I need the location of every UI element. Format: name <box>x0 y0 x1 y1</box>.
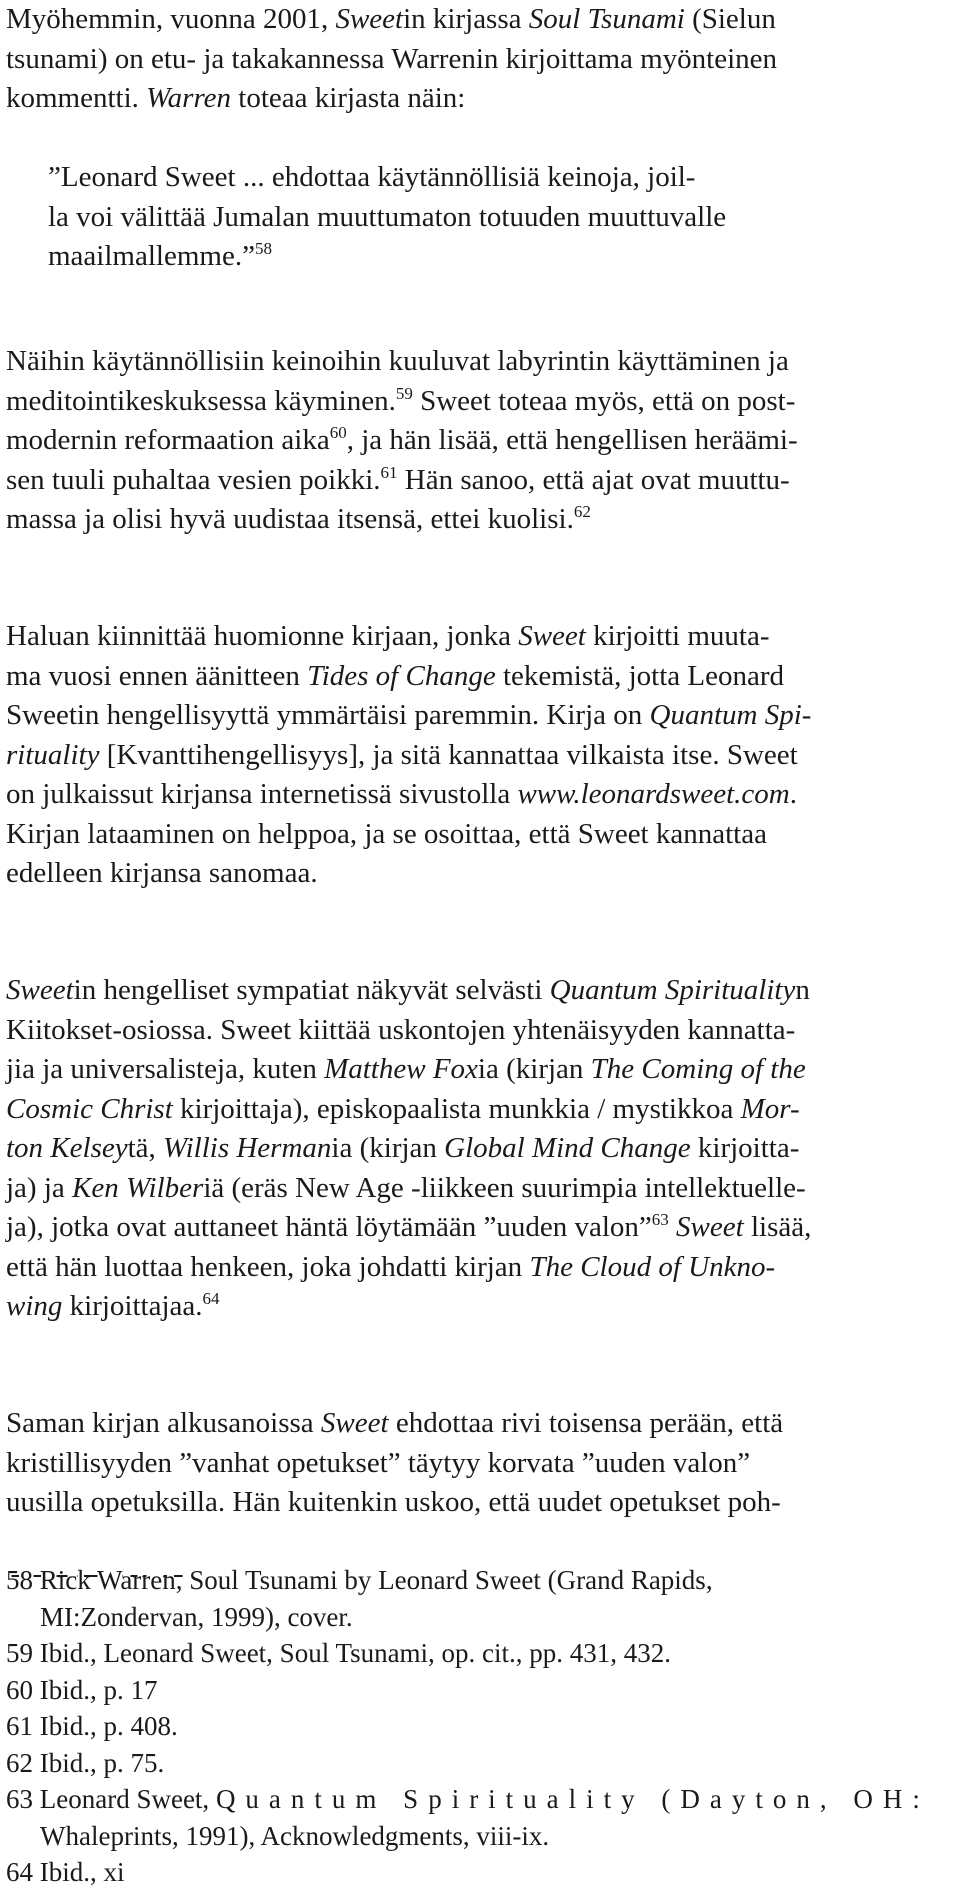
footnote-text: Whaleprints, 1991), Acknowledgments, viii-ix. <box>40 1820 550 1851</box>
text-line <box>6 0 777 40</box>
footnote-text: Quantum Spirituality (Dayton, OH: <box>215 1784 930 1814</box>
italic-run: ton Kelsey <box>6 1132 128 1164</box>
paragraph-2 <box>6 342 798 540</box>
text-run: on julkaissut kirjansa internetissä sivustolla <box>6 778 518 810</box>
text-line: Kirjan lataaminen on helppoa, ja se osoittaa, että Sweet kannattaa <box>6 817 767 850</box>
footnote-ref-63: 63 <box>651 1210 669 1229</box>
text-run: iä (eräs New Age -liikkeen suurimpia intellektuelle- <box>203 1171 806 1204</box>
text-line <box>6 461 798 501</box>
text-line <box>6 1287 811 1327</box>
text-run: että hän luottaa henkeen, joka johdatti kirjan <box>6 1250 530 1283</box>
text-run: ja) ja <box>6 1171 73 1204</box>
text-line <box>6 1090 811 1130</box>
text-run: (Sielun <box>684 3 776 35</box>
footnote-ref-60: 60 <box>329 423 347 442</box>
text-run: kirjoitta- <box>690 1132 800 1164</box>
text-run: in kirjassa <box>403 3 529 35</box>
text-run: Sweet toteaa myös, että on post- <box>412 384 796 417</box>
text-run: kirjoittajaa. <box>62 1290 203 1322</box>
text-line <box>6 971 811 1011</box>
text-run: tekemistä, jotta Leonard <box>495 659 784 692</box>
book-title: Quantum Spirituality <box>549 974 796 1006</box>
footnote-58 <box>6 1562 956 1635</box>
text-line <box>6 696 811 736</box>
text-run: Haluan kiinnittää huomionne kirjaan, jonka <box>6 620 519 652</box>
text-run: ja), jotka ovat auttaneet häntä löytämään ”uuden valon” <box>6 1211 652 1243</box>
italic-run: Sweet <box>335 3 404 35</box>
book-title: Cosmic Christ <box>6 1092 173 1125</box>
text-line <box>6 775 811 815</box>
book-title: rituality <box>6 738 100 771</box>
footnote-64: 64 Ibid., xi <box>6 1857 125 1887</box>
text-run: ehdottaa rivi toisensa perään, että <box>388 1407 784 1439</box>
text-run: jia ja universalisteja, kuten <box>6 1053 325 1085</box>
text-line <box>6 1129 811 1169</box>
text-run: in hengelliset sympatiat näkyvät selvästi <box>73 974 550 1006</box>
text-line <box>48 237 726 277</box>
book-title: Global Mind Change <box>444 1132 691 1164</box>
text-run: Saman kirjan alkusanoissa <box>6 1407 321 1439</box>
album-title: Tides of Change <box>307 659 496 692</box>
text-run: massa ja olisi hyvä uudistaa itsensä, ettei kuolisi. <box>6 503 574 535</box>
footnote-ref-64: 64 <box>202 1289 220 1308</box>
italic-run: Mor- <box>740 1092 800 1125</box>
footnote-63 <box>6 1781 956 1854</box>
footnote-60: 60 Ibid., p. 17 <box>6 1674 158 1705</box>
book-title: The Cloud of Unkno- <box>529 1250 776 1283</box>
footnote-text: Soul Tsunami by Leonard Sweet (Grand Rapids, <box>182 1565 713 1595</box>
text-run: tä, <box>127 1132 164 1164</box>
footnotes <box>6 1562 956 1891</box>
text-run: ma vuosi ennen äänitteen <box>6 659 308 692</box>
book-title: Quantum Spi- <box>649 699 812 731</box>
paragraph-4 <box>6 971 811 1327</box>
text-run: modernin reformaation aika <box>6 424 330 456</box>
text-line <box>6 79 777 119</box>
footnote-text: 63 Leonard Sweet, <box>6 1784 216 1814</box>
text-line <box>6 736 811 776</box>
book-title: The Coming of the <box>590 1053 806 1085</box>
text-run: Hän sanoo, että ajat ovat muuttu- <box>397 463 790 496</box>
book-title: wing <box>6 1290 63 1322</box>
footnote-ref-62: 62 <box>573 502 591 521</box>
paragraph-1 <box>6 0 777 119</box>
text-line <box>6 657 811 697</box>
italic-run: Matthew Fox <box>324 1053 478 1085</box>
paragraph-3 <box>6 617 811 894</box>
text-run: Sweetin hengellisyyttä ymmärtäisi paremmin. Kirja on <box>6 699 650 731</box>
paragraph-5 <box>6 1404 783 1523</box>
text-run: kommentti. <box>6 82 147 114</box>
book-title: Soul Tsunami <box>528 3 685 35</box>
footnote-61: 61 Ibid., p. 408. <box>6 1711 178 1741</box>
text-line: ”Leonard Sweet ... ehdottaa käytännöllisiä keinoja, joil- <box>48 161 696 193</box>
text-line: Kiitokset-osiossa. Sweet kiittää uskontojen yhtenäisyyden kannatta- <box>6 1013 796 1046</box>
text-line <box>6 1208 811 1248</box>
text-run: n <box>795 974 810 1006</box>
footnote-62: 62 Ibid., p. 75. <box>6 1747 165 1778</box>
italic-run: Sweet <box>6 974 74 1006</box>
text-line <box>6 500 798 540</box>
text-run: toteaa kirjasta näin: <box>231 82 466 114</box>
text-run: kirjoittaja), episkopaalista munkkia / mystikkoa <box>172 1092 741 1125</box>
footnote-ref-58: 58 <box>254 239 272 258</box>
italic-run: Warren <box>146 82 232 114</box>
text-line: la voi välittää Jumalan muuttumaton totuuden muuttuvalle <box>48 200 727 233</box>
website-link[interactable]: www.leonardsweet.com <box>517 778 790 810</box>
italic-run: Sweet <box>518 620 586 652</box>
text-line <box>6 421 798 461</box>
text-run: , ja hän lisää, että hengellisen heräämi- <box>346 424 798 456</box>
footnote-text: 58 Rick Warren, <box>6 1565 183 1595</box>
text-line <box>6 1404 783 1444</box>
footnote-ref-61: 61 <box>380 462 398 482</box>
italic-run: Sweet <box>320 1407 389 1439</box>
footnote-59: 59 Ibid., Leonard Sweet, Soul Tsunami, op. cit., pp. 431, 432. <box>6 1638 672 1668</box>
text-run: sen tuuli puhaltaa vesien poikki. <box>6 463 381 496</box>
text-run: meditointikeskuksessa käyminen. <box>6 384 396 417</box>
text-run <box>669 1211 676 1243</box>
text-run: ia (kirjan <box>331 1132 445 1164</box>
text-line <box>6 1169 811 1209</box>
text-run: [Kvanttihengellisyys], ja sitä kannattaa vilkaista itse. Sweet <box>99 738 798 771</box>
text-line: edelleen kirjansa sanomaa. <box>6 857 318 889</box>
text-run: lisää, <box>743 1211 812 1243</box>
text-run: ia (kirjan <box>477 1053 591 1085</box>
italic-run: Willis Herman <box>163 1132 332 1164</box>
text-run: maailmallemme.” <box>48 240 255 272</box>
footnote-text: MI:Zondervan, 1999), cover. <box>40 1601 353 1632</box>
text-run: Myöhemmin, vuonna 2001, <box>6 3 336 35</box>
block-quote <box>48 158 726 277</box>
footnote-ref-59: 59 <box>395 383 413 403</box>
text-line <box>6 1248 811 1288</box>
text-line <box>6 617 811 657</box>
text-line <box>6 1050 811 1090</box>
text-line: kristillisyyden ”vanhat opetukset” täytyy korvata ”uuden valon” <box>6 1446 751 1479</box>
text-line: uusilla opetuksilla. Hän kuitenkin uskoo, että uudet opetukset poh- <box>6 1486 781 1518</box>
italic-run: Sweet <box>676 1211 744 1243</box>
text-run: . <box>789 778 797 810</box>
text-run: kirjoitti muuta- <box>585 620 770 652</box>
text-line <box>6 382 798 422</box>
text-line: Näihin käytännöllisiin keinoihin kuuluvat labyrintin käyttäminen ja <box>6 345 789 377</box>
italic-run: Ken Wilber <box>72 1171 204 1204</box>
text-line: tsunami) on etu- ja takakannessa Warrenin kirjoittama myönteinen <box>6 42 778 75</box>
